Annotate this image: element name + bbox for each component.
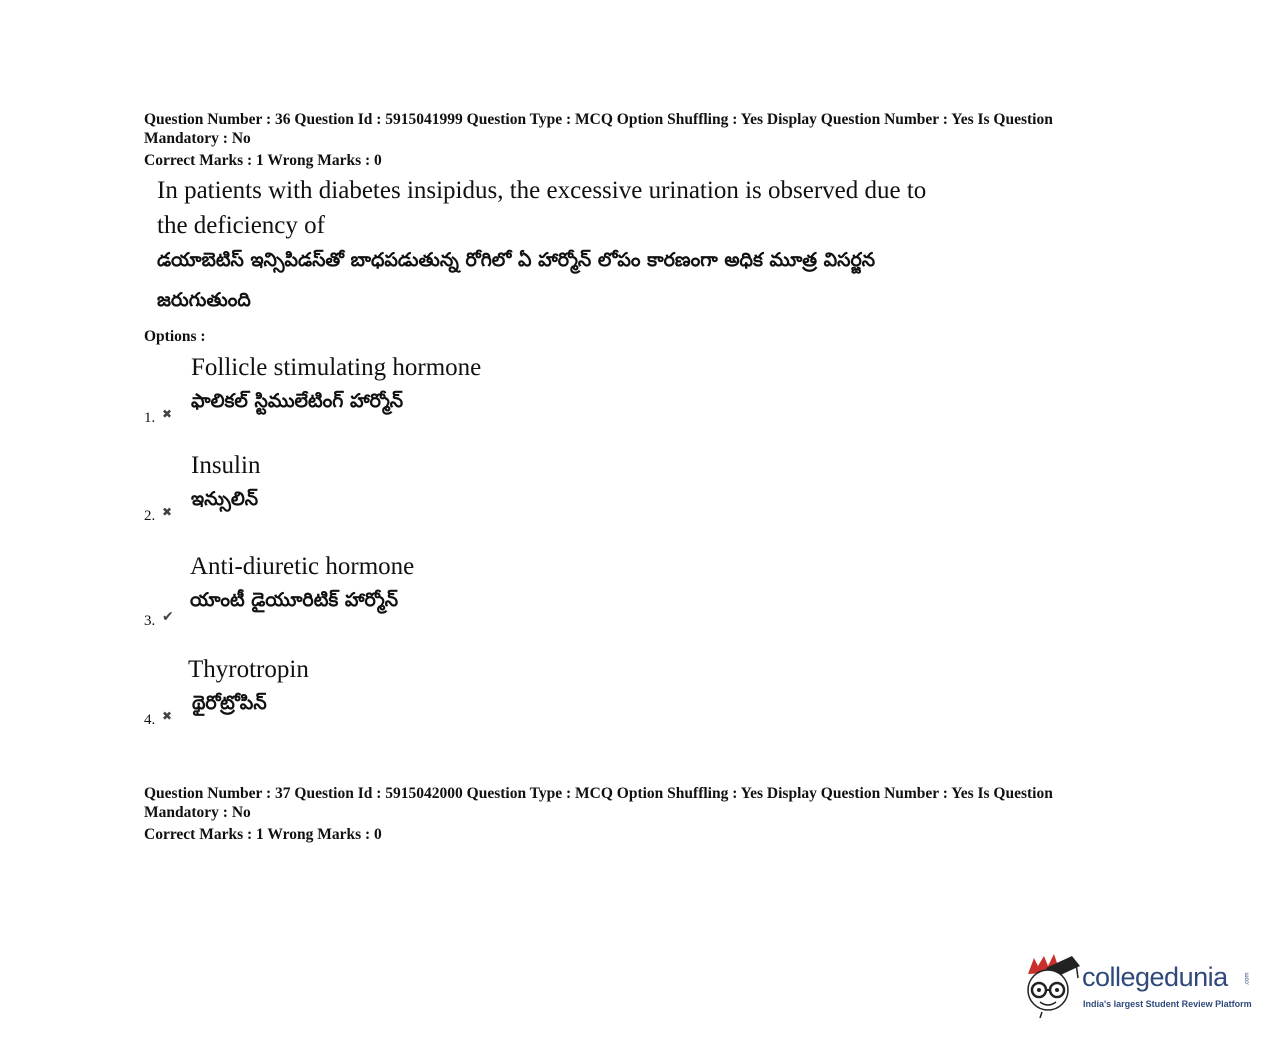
question-36-text-english-line1: In patients with diabetes insipidus, the excessive urination is observed due to <box>157 177 927 204</box>
option-1[interactable] <box>144 353 744 443</box>
question-36-text-telugu-line1: డయాబెటిస్ ఇన్సిపిడస్‌తో బాధపడుతున్న రోగిలో ఏ హార్మోన్ లోపం కారణంగా అధిక మూత్ర విసర్జన <box>157 249 876 271</box>
option-4[interactable] <box>144 655 744 745</box>
option-3-number: 3. <box>144 613 156 629</box>
option-4-number: 4. <box>144 712 156 728</box>
question-36-text-telugu-line2: జరుగుతుంది <box>157 289 251 311</box>
option-1-text-english: Follicle stimulating hormone <box>191 354 482 381</box>
collegedunia-logo <box>1020 952 1260 1022</box>
option-1-number: 1. <box>144 410 156 426</box>
question-36-marks: Correct Marks : 1 Wrong Marks : 0 <box>144 152 382 169</box>
question-37-meta-line1: Question Number : 37 Question Id : 5915042000 Question Type : MCQ Option Shuffling : Yes Display Question Number : Yes Is Question <box>144 785 1053 802</box>
question-36-text-english-line2: the deficiency of <box>157 212 325 239</box>
option-4-text-telugu: థైరోట్రోపిన్ <box>192 692 267 714</box>
option-3-text-telugu: యాంటీ డైయూరిటిక్ హార్మోన్ <box>190 589 399 611</box>
option-4-text-english: Thyrotropin <box>188 656 309 683</box>
mascot-icon <box>1020 952 1082 1018</box>
check-icon: ✔ <box>162 609 174 625</box>
option-3-text-english: Anti-diuretic hormone <box>190 553 415 580</box>
options-label: Options : <box>144 328 206 345</box>
question-36-meta <box>144 110 1124 148</box>
logo-tagline: India's largest Student Review Platform <box>1083 999 1252 1009</box>
cross-icon: ✖ <box>162 505 173 519</box>
question-37-meta <box>144 784 1124 822</box>
question-36-text-english <box>157 173 1017 243</box>
question-36-meta-line2: Mandatory : No <box>144 130 251 147</box>
option-2-number: 2. <box>144 508 156 524</box>
question-37-meta-line2: Mandatory : No <box>144 804 251 821</box>
option-3[interactable] <box>144 552 744 642</box>
cross-icon: ✖ <box>162 407 173 421</box>
option-2[interactable] <box>144 451 744 541</box>
option-1-text-telugu: ఫాలికల్ స్టిములేటింగ్ హార్మోన్ <box>191 390 404 412</box>
logo-com: .com <box>1244 972 1251 986</box>
option-2-text-english: Insulin <box>191 452 261 479</box>
option-2-text-telugu: ఇన్సులిన్ <box>191 488 259 510</box>
question-36-meta-line1: Question Number : 36 Question Id : 5915041999 Question Type : MCQ Option Shuffling : Yes Display Question Number : Yes Is Question <box>144 111 1053 128</box>
question-37-marks: Correct Marks : 1 Wrong Marks : 0 <box>144 826 382 843</box>
logo-wordmark: collegedunia <box>1082 962 1228 992</box>
question-36-text-telugu <box>157 240 1037 320</box>
cross-icon: ✖ <box>162 709 173 723</box>
